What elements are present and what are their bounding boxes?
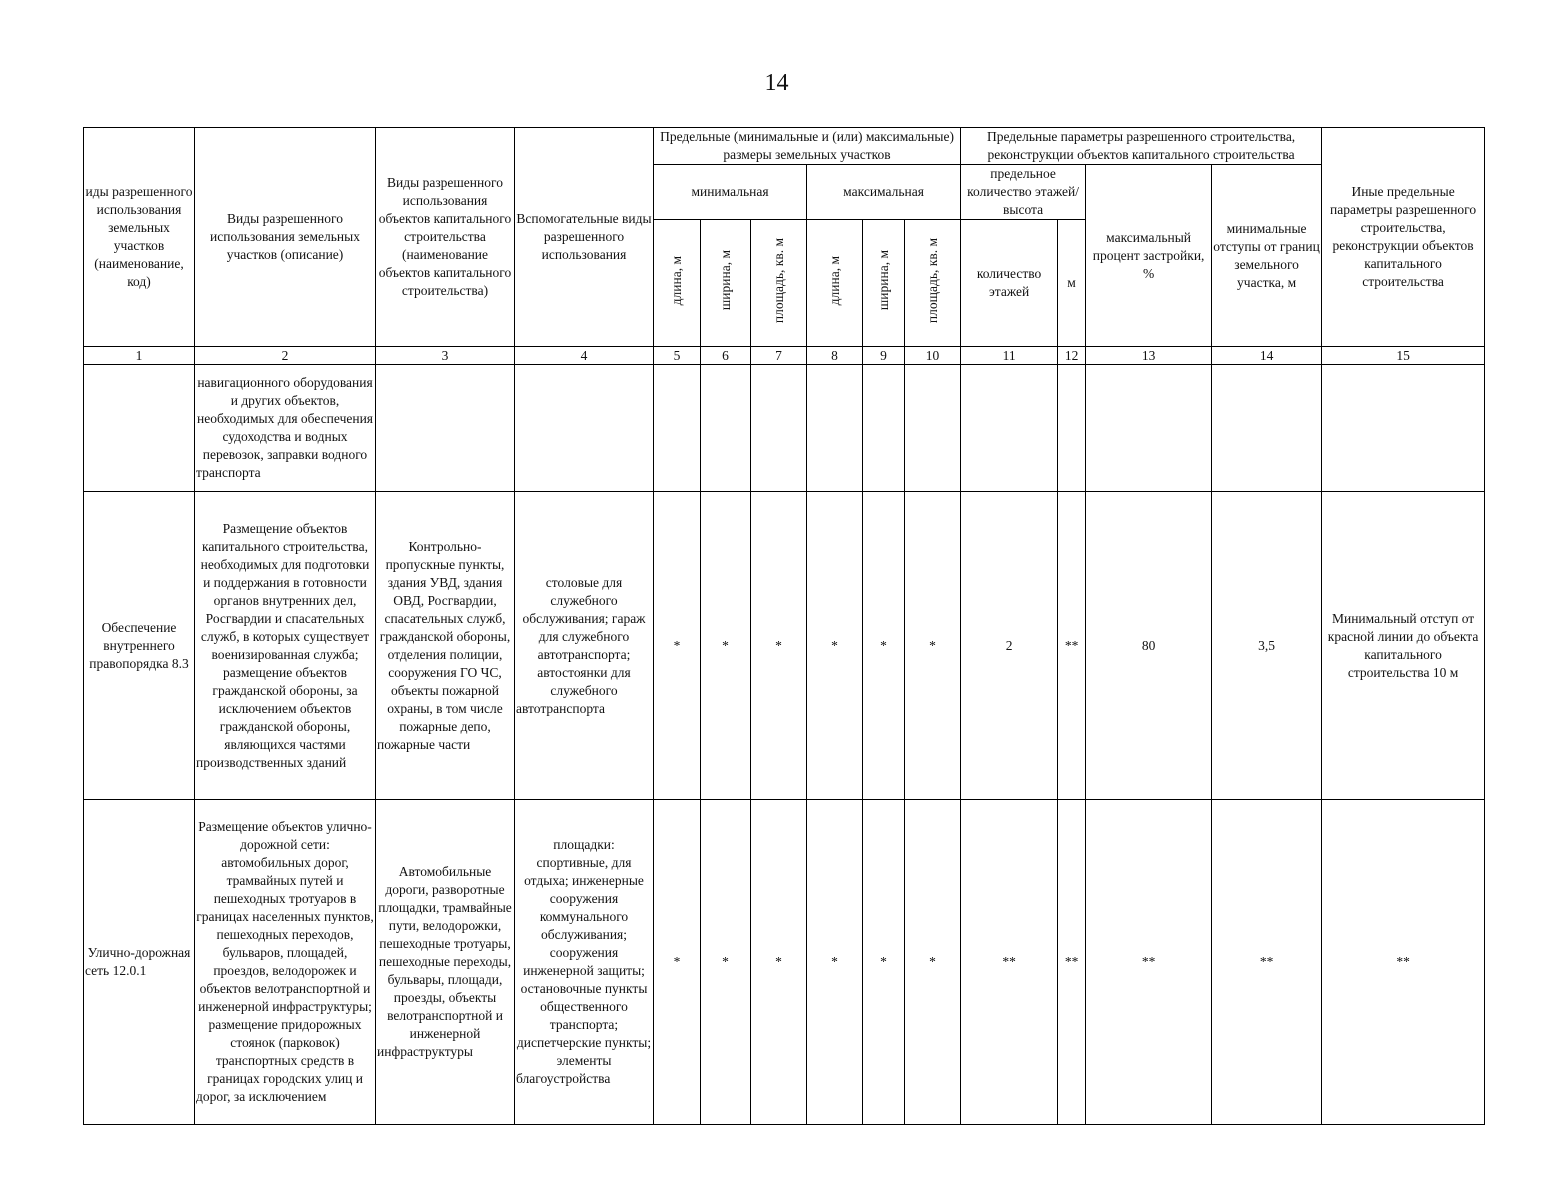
column-number: 7 — [751, 347, 807, 365]
cell-max-width: * — [863, 492, 905, 800]
cell-max-length: * — [807, 800, 863, 1125]
cell-use-name: Обеспечение внутреннего правопорядка 8.3 — [84, 492, 195, 800]
cell-meters: ** — [1058, 800, 1086, 1125]
cell-use-description: Размещение объектов улично-дорожной сети: автомобильных дорог, трамвайных путей и пешеходных тротуаров в границах населенных пунктов, пешеходных переходов, бульваров, площадей, проездов, велодорожек и объектов велотранспортной и инженерной инфраструктуры; размещение придорожных стоянок (парковок) транспортных средств в границах городских улиц и дорог, за исключением — [195, 800, 376, 1125]
column-number: 1 — [84, 347, 195, 365]
column-number: 14 — [1212, 347, 1322, 365]
cell-max-length: * — [807, 492, 863, 800]
cell-use-name: Улично-дорожная сеть 12.0.1 — [84, 800, 195, 1125]
page-number: 14 — [764, 70, 789, 96]
header-plot-size-limits: Предельные (минимальные и (или) максимальные) размеры земельных участков — [654, 128, 961, 165]
cell-floors: 2 — [961, 492, 1058, 800]
cell-auxiliary-uses: площадки: спортивные, для отдыха; инженерные сооружения коммунального обслуживания; сооружения инженерной защиты; остановочные пункты общественного транспорта; диспетчерские пункты; элементы благоустройства — [515, 800, 654, 1125]
column-number: 5 — [654, 347, 701, 365]
cell-use-description: навигационного оборудования и других объектов, необходимых для обеспечения судоходства и водных перевозок, заправки водного транспорта — [195, 365, 376, 492]
column-number: 9 — [863, 347, 905, 365]
header-max-width: ширина, м — [863, 220, 905, 347]
cell-other-limits: ** — [1322, 800, 1485, 1125]
cell-min-setback: ** — [1212, 800, 1322, 1125]
header-min-width: ширина, м — [701, 220, 751, 347]
column-number: 6 — [701, 347, 751, 365]
cell-min-area: * — [751, 492, 807, 800]
header-meters: м — [1058, 220, 1086, 347]
header-max-building-percent: максимальный процент застройки, % — [1086, 165, 1212, 347]
cell-min-setback: 3,5 — [1212, 492, 1322, 800]
header-max-area: площадь, кв. м — [905, 220, 961, 347]
header-minimal: минимальная — [654, 165, 807, 220]
cell-capital-objects: Автомобильные дороги, разворотные площадки, трамвайные пути, велодорожки, пешеходные тротуары, пешеходные переходы, бульвары, площади, проезды, объекты велотранспортной и инженерной инфраструктуры — [376, 800, 515, 1125]
column-number: 3 — [376, 347, 515, 365]
header-min-length: длина, м — [654, 220, 701, 347]
column-number: 2 — [195, 347, 376, 365]
column-number: 10 — [905, 347, 961, 365]
column-number: 12 — [1058, 347, 1086, 365]
cell-max-area — [905, 365, 961, 492]
cell-max-area: * — [905, 492, 961, 800]
cell-max-area: * — [905, 800, 961, 1125]
header-capital-construction-types: Виды разрешенного использования объектов капитального строительства (наименование объектов капитального строительства) — [376, 128, 515, 347]
cell-max-percent: 80 — [1086, 492, 1212, 800]
header-floors-count: количество этажей — [961, 220, 1058, 347]
cell-max-percent — [1086, 365, 1212, 492]
cell-min-width — [701, 365, 751, 492]
header-auxiliary-uses: Вспомогательные виды разрешенного использования — [515, 128, 654, 347]
cell-min-area — [751, 365, 807, 492]
cell-max-width: * — [863, 800, 905, 1125]
cell-use-description: Размещение объектов капитального строительства, необходимых для подготовки и поддержания в готовности органов внутренних дел, Росгвардии и спасательных служб, в которых существует военизированная служба; размещение объектов гражданской обороны, за исключением объектов гражданской обороны, являющихся частями производственных зданий — [195, 492, 376, 800]
cell-min-length: * — [654, 492, 701, 800]
header-permitted-use-types: иды разрешенного использования земельных участков (наименование, код) — [84, 128, 195, 347]
header-max-length: длина, м — [807, 220, 863, 347]
column-number: 13 — [1086, 347, 1212, 365]
column-number: 4 — [515, 347, 654, 365]
cell-auxiliary-uses: столовые для служебного обслуживания; гараж для служебного автотранспорта; автостоянки для служебного автотранспорта — [515, 492, 654, 800]
cell-capital-objects — [376, 365, 515, 492]
cell-floors: ** — [961, 800, 1058, 1125]
table-row — [84, 492, 1485, 800]
table-row — [84, 365, 1485, 492]
cell-min-area: * — [751, 800, 807, 1125]
cell-use-name — [84, 365, 195, 492]
header-construction-limits: Предельные параметры разрешенного строительства, реконструкции объектов капитального строительства — [961, 128, 1322, 165]
cell-other-limits — [1322, 365, 1485, 492]
cell-min-setback — [1212, 365, 1322, 492]
cell-max-percent: ** — [1086, 800, 1212, 1125]
cell-meters — [1058, 365, 1086, 492]
cell-min-length: * — [654, 800, 701, 1125]
cell-capital-objects: Контрольно-пропускные пункты, здания УВД, здания ОВД, Росгвардии, спасательных служб, гражданской обороны, отделения полиции, сооружения ГО ЧС, объекты пожарной охраны, в том числе пожарные депо, пожарные части — [376, 492, 515, 800]
cell-min-length — [654, 365, 701, 492]
header-min-setback: минимальные отступы от границ земельного участка, м — [1212, 165, 1322, 347]
cell-meters: ** — [1058, 492, 1086, 800]
header-floors-height: предельное количество этажей/высота — [961, 165, 1086, 220]
header-other-limits: Иные предельные параметры разрешенного строительства, реконструкции объектов капитального строительства — [1322, 128, 1485, 347]
cell-min-width: * — [701, 492, 751, 800]
column-number: 8 — [807, 347, 863, 365]
cell-min-width: * — [701, 800, 751, 1125]
header-use-description: Виды разрешенного использования земельных участков (описание) — [195, 128, 376, 347]
table-row — [84, 800, 1485, 1125]
column-number: 11 — [961, 347, 1058, 365]
cell-max-length — [807, 365, 863, 492]
cell-auxiliary-uses — [515, 365, 654, 492]
cell-max-width — [863, 365, 905, 492]
regulations-table — [83, 127, 1485, 1125]
cell-other-limits: Минимальный отступ от красной линии до объекта капитального строительства 10 м — [1322, 492, 1485, 800]
header-min-area: площадь, кв. м — [751, 220, 807, 347]
cell-floors — [961, 365, 1058, 492]
header-maximal: максимальная — [807, 165, 961, 220]
column-number: 15 — [1322, 347, 1485, 365]
